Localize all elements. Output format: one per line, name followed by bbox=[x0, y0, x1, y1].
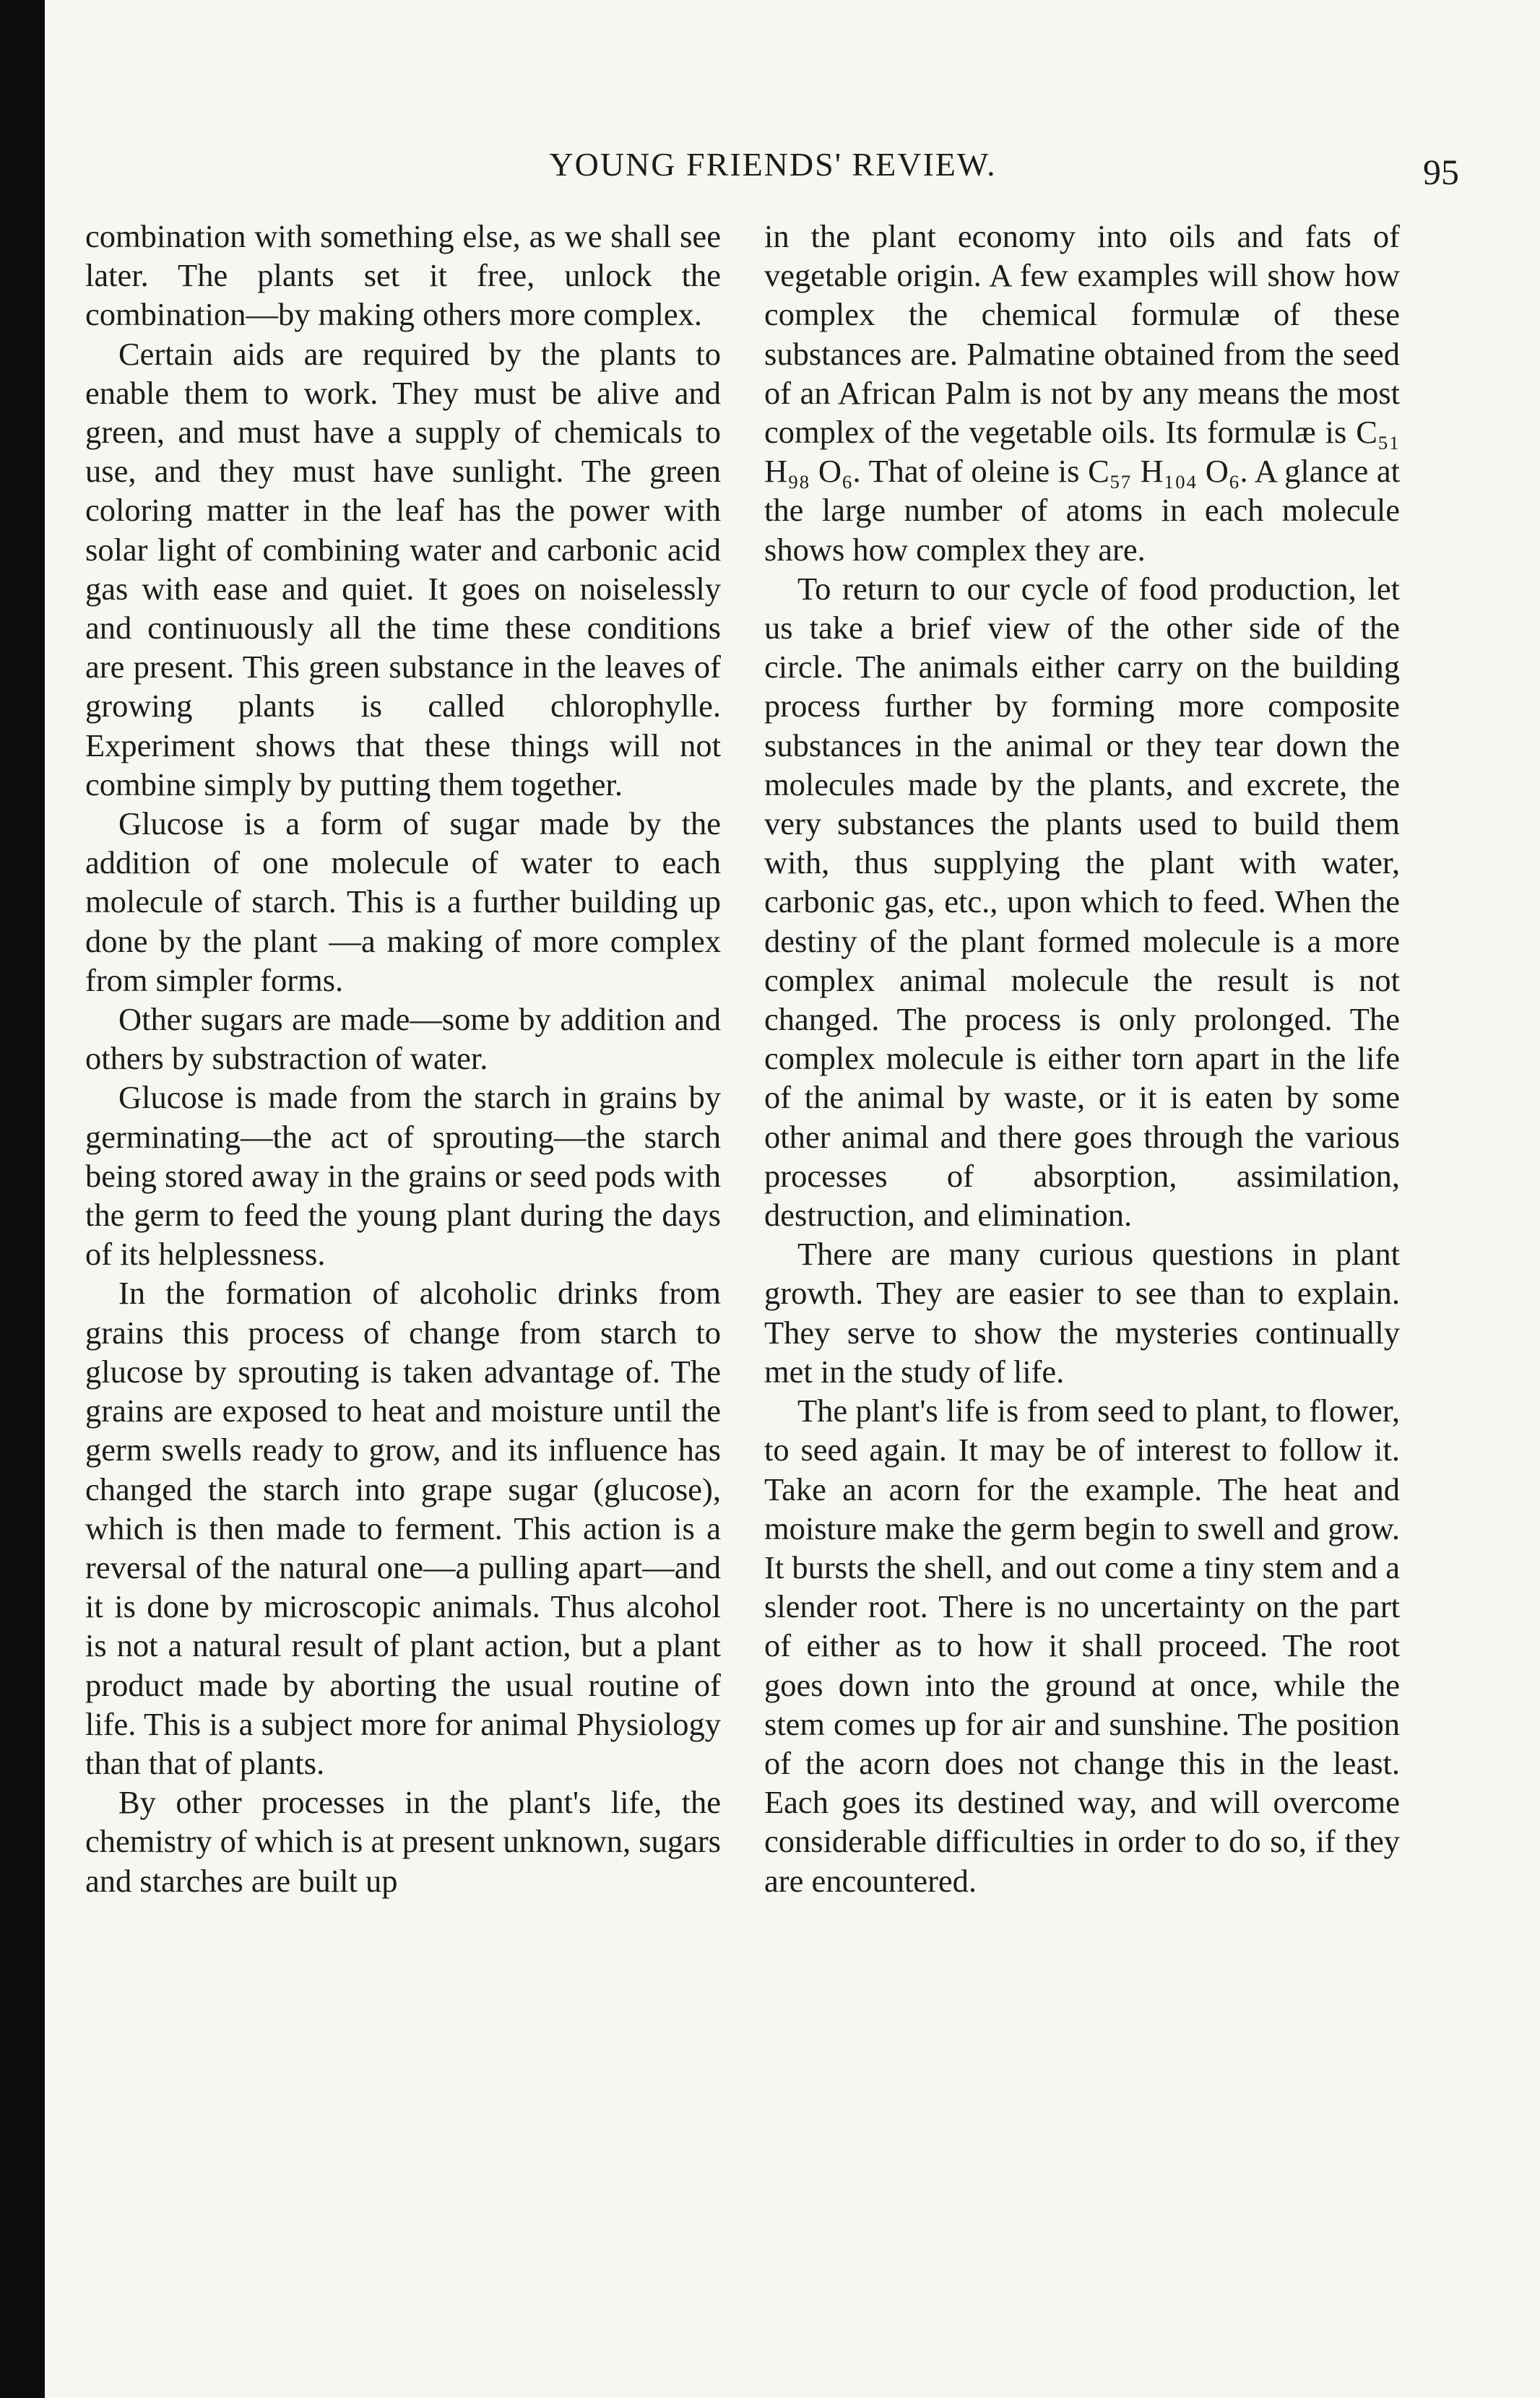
paragraph: combination with something else, as we shall see later. The plants set it free, unlock the combination—by making others more complex. bbox=[85, 218, 721, 333]
paragraph: There are many curious questions in plant growth. They are easier to see than to explain. They serve to show the mysteries continually met in the study of life. bbox=[764, 1236, 1400, 1390]
paragraph: To return to our cycle of food production, let us take a brief view of the other side of the circle. The animals either carry on the building process further by forming more composite substances in the animal or they tear down the molecules made by the plants, and excrete, the very substances the plants used to build them with, thus supplying the plant with water, carbonic gas, etc., upon which to feed. When the destiny of the plant formed molecule is a more complex animal molecule the result is not changed. The process is only prolonged. The complex molecule is either torn apart in the life of the animal by waste, or it is eaten by some other animal and there goes through the various processes of absorption, assimilation, destruction, and elimination. bbox=[764, 570, 1400, 1234]
paragraph: By other processes in the plant's life, the chemistry of which is at present unknown, sugars and starches are built up bbox=[85, 1784, 721, 1899]
paragraph: in the plant economy into oils and fats of vegetable origin. A few examples will show how complex the chemical formulæ of these substances are. Palmatine obtained from the seed of an African Palm is not by any means the most complex of the vegetable oils. Its formulæ is C₅₁ H₉₈ O₆. That of oleine is C₅₇ H₁₀₄ O₆. A glance at the large number of atoms in each molecule shows how complex they are. bbox=[764, 218, 1400, 568]
right-column bbox=[764, 217, 1400, 1900]
paragraph: Certain aids are required by the plants to enable them to work. They must be alive and green, and must have a supply of chemicals to use, and they must have sunlight. The green coloring matter in the leaf has the power with solar light of combining water and carbonic acid gas with ease and quiet. It goes on noiselessly and continuously all the time these conditions are present. This green substance in the leaves of growing plants is called chlorophylle. Experiment shows that these things will not combine simply by putting them together. bbox=[85, 335, 721, 802]
page-number: 95 bbox=[1423, 152, 1459, 192]
running-title: YOUNG FRIENDS' REVIEW. bbox=[549, 146, 997, 183]
paragraph: Other sugars are made—some by addition and others by substraction of water. bbox=[85, 1001, 721, 1077]
page-header bbox=[87, 143, 1459, 201]
paragraph: Glucose is made from the starch in grains by germinating—the act of sprouting—the starch being stored away in the grains or seed pods with the germ to feed the young plant during the days of its helplessness. bbox=[85, 1079, 721, 1273]
paragraph: The plant's life is from seed to plant, to flower, to seed again. It may be of interest to follow it. Take an acorn for the example. The heat and moisture make the germ begin to swell and grow. It bursts the shell, and out come a tiny stem and a slender root. There is no uncertainty on the part of either as to how it shall proceed. The root goes down into the ground at once, while the stem comes up for air and sunshine. The position of the acorn does not change this in the least. Each goes its destined way, and will overcome considerable difficulties in order to do so, if they are encountered. bbox=[764, 1393, 1400, 1899]
left-column bbox=[85, 217, 721, 1900]
paragraph: In the formation of alcoholic drinks from grains this process of change from starch to glucose by sprouting is taken advantage of. The grains are exposed to heat and moisture until the germ swells ready to grow, and its influence has changed the starch into grape sugar (glucose), which is then made to ferment. This action is a reversal of the natural one—a pulling apart—and it is done by microscopic animals. Thus alcohol is not a natural result of plant action, but a plant product made by aborting the usual routine of life. This is a subject more for animal Physiology than that of plants. bbox=[85, 1275, 721, 1781]
paragraph: Glucose is a form of sugar made by the addition of one molecule of water to each molecule of starch. This is a further building up done by the plant —a making of more complex from simpler forms. bbox=[85, 805, 721, 998]
binding-shadow bbox=[0, 0, 45, 2398]
